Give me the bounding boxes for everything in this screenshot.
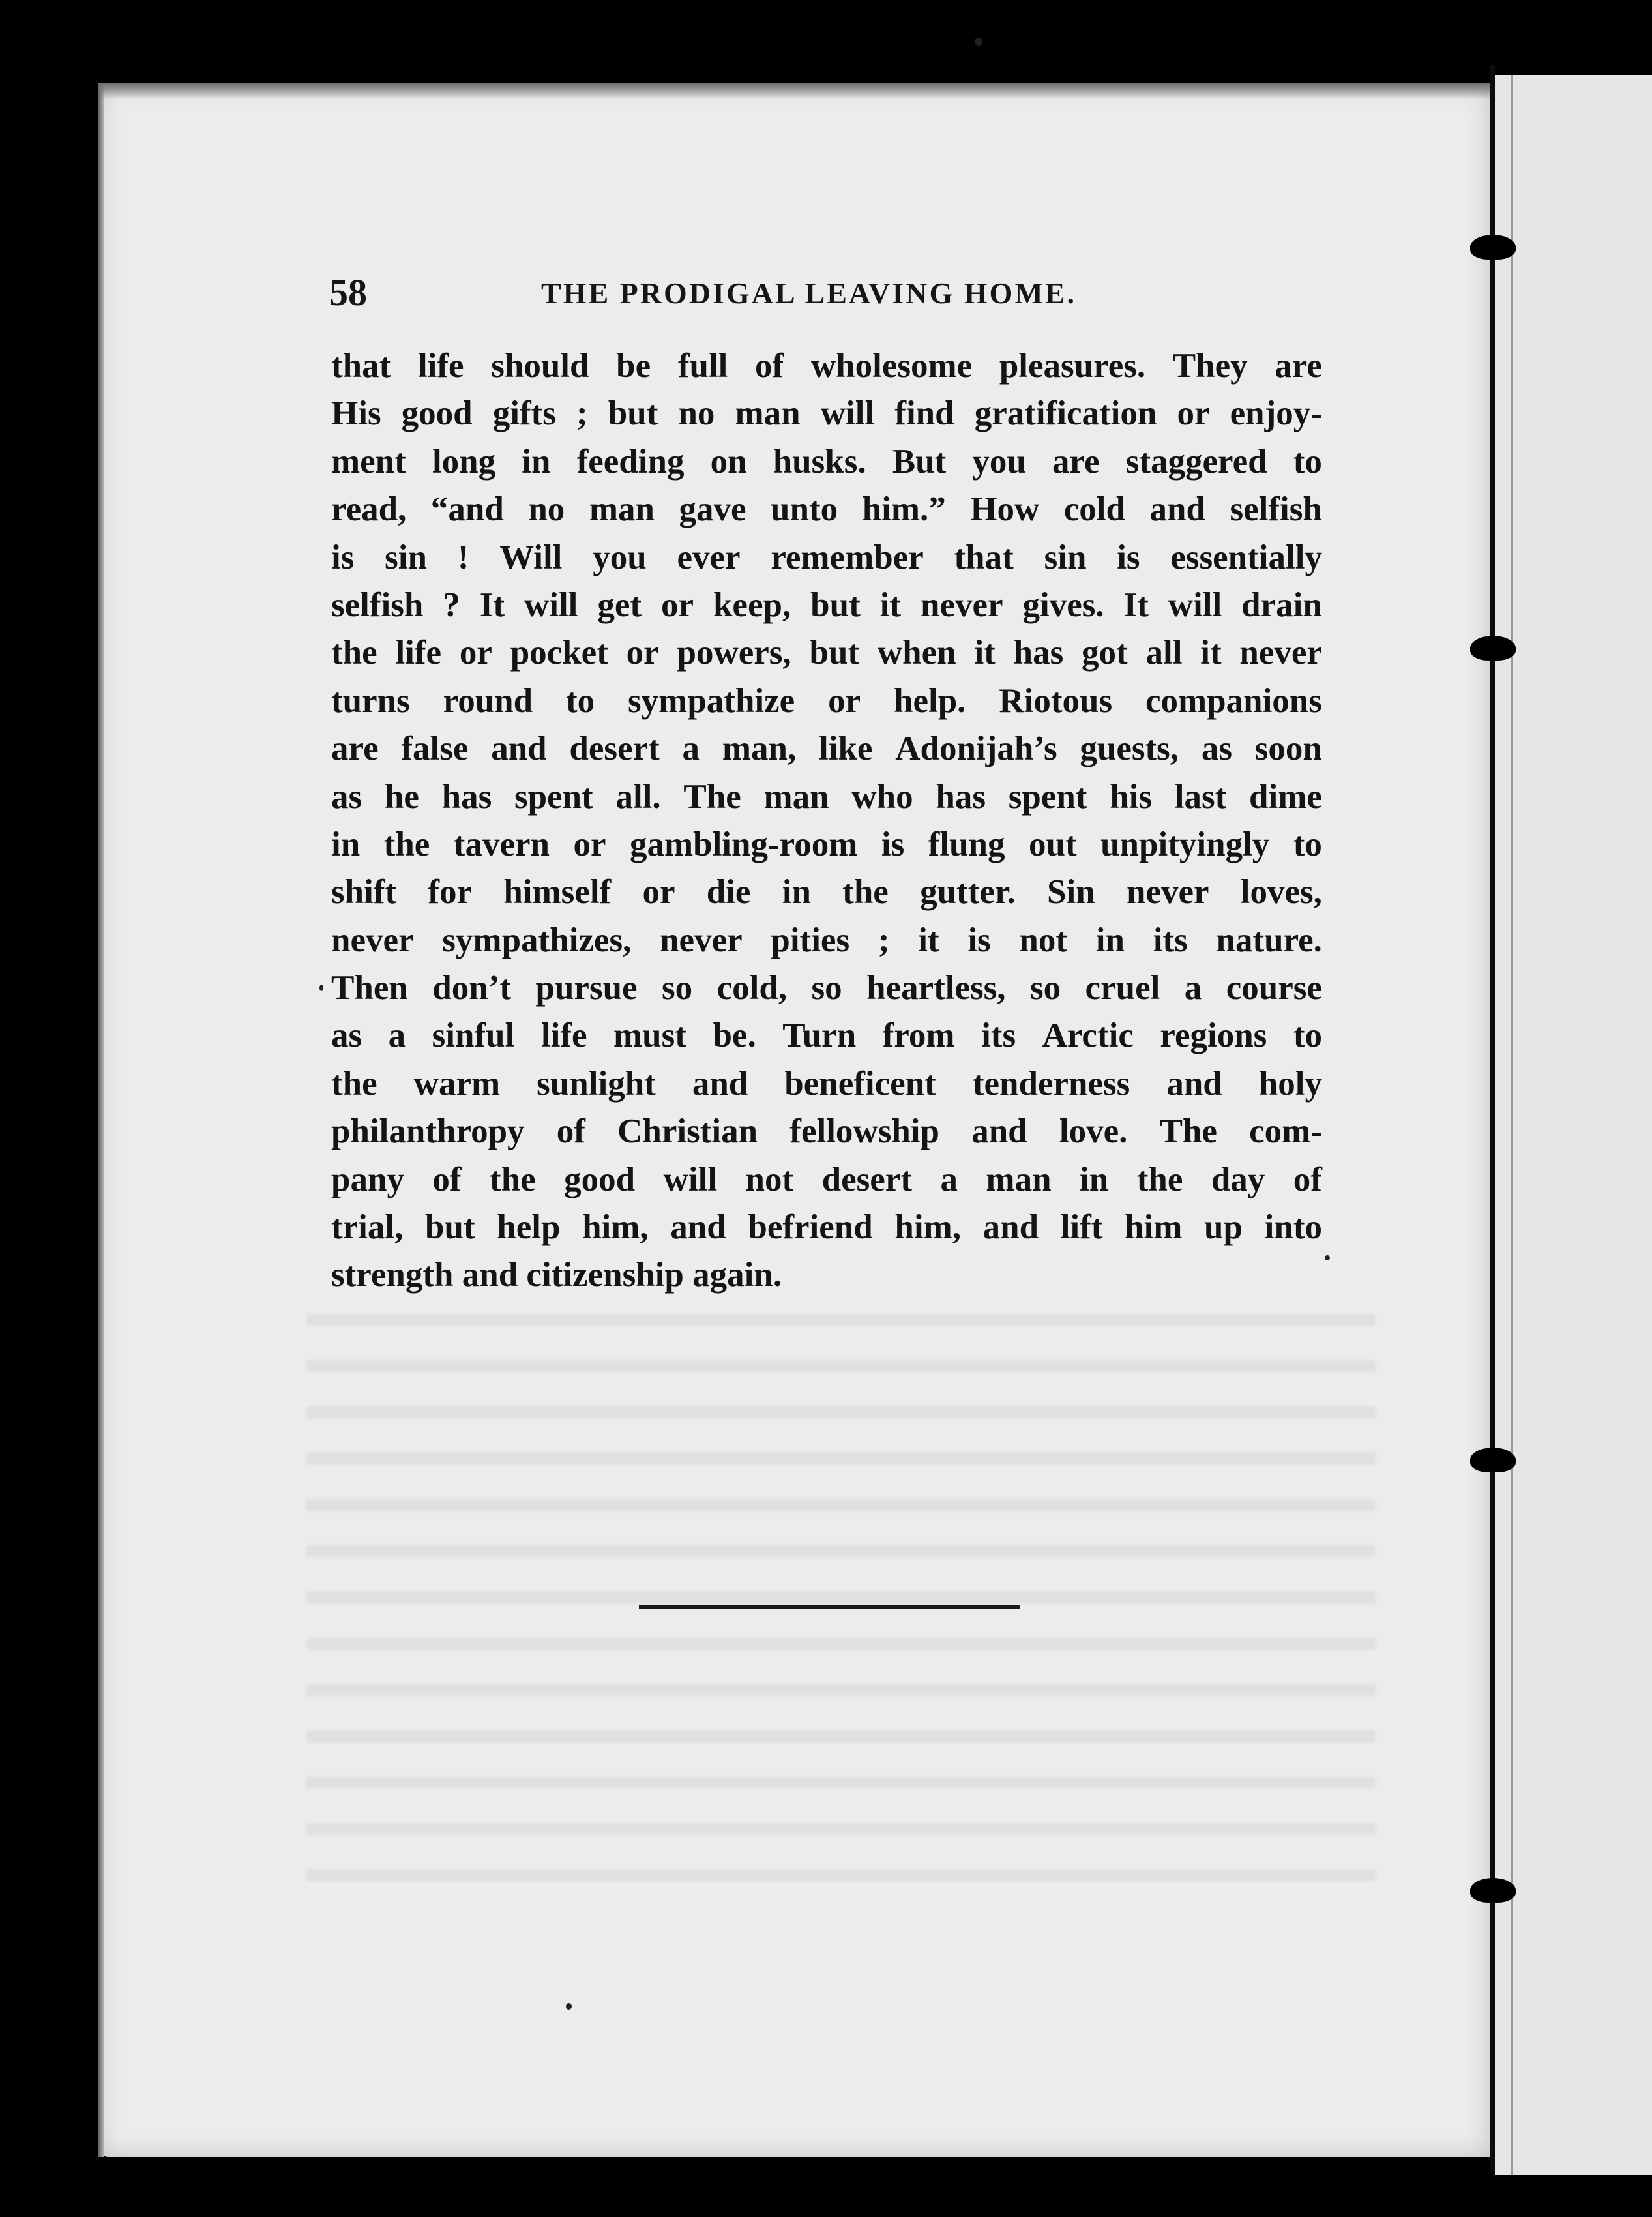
text-line: as he has spent all. The man who has spent his last dime [331,777,1322,816]
text-line: that life should be full of wholesome pleasures. They are [331,347,1322,385]
text-line: never sympathizes, never pities ; it is not in its nature. [331,921,1322,959]
page-number: 58 [329,271,367,314]
text-line: the life or pocket or powers, but when it has got all it never [331,634,1322,672]
text-line: is sin ! Will you ever remember that sin is essentially [331,538,1322,576]
facing-page-sliver [1495,75,1652,2175]
text-line: trial, but help him, and befriend him, and lift him up into [331,1208,1322,1247]
text-line: are false and desert a man, like Adonijah’s guests, as soon [331,730,1322,768]
section-rule [639,1605,1020,1609]
text-line: read, “and no man gave unto him.” How cold and selfish [331,490,1322,529]
text-line: pany of the good will not desert a man in the day of [331,1160,1322,1198]
text-line: the warm sunlight and beneficent tenderness and holy [331,1064,1322,1103]
text-line: His good gifts ; but no man will find gratification or enjoy- [331,394,1322,433]
running-head [329,271,1307,316]
binding-clip-mark [1470,1448,1516,1472]
text-line: ment long in feeding on husks. But you are staggered to [331,442,1322,481]
binding-clip-mark [1470,1878,1516,1903]
text-line: shift for himself or die in the gutter. Sin never loves, [331,873,1322,912]
facing-page-edge [1511,75,1513,2175]
text-line: strength and citizenship again. [331,1256,782,1294]
text-line: Then don’t pursue so cold, so heartless, so cruel a course [331,969,1322,1007]
ink-speck [1325,1255,1330,1260]
body-text [331,342,1322,1300]
text-line: as a sinful life must be. Turn from its Arctic regions to [331,1017,1322,1055]
page-left-edge [98,83,104,2157]
text-line: philanthropy of Christian fellowship and love. The com- [331,1112,1322,1151]
text-line: in the tavern or gambling-room is flung out unpityingly to [331,825,1322,863]
binding-gutter [1490,65,1495,2171]
binding-clip-mark [1470,636,1516,661]
ink-speck [319,985,323,991]
ink-speck [566,2003,572,2010]
ink-speck [975,38,982,46]
text-line: turns round to sympathize or help. Riotous companions [331,681,1322,720]
text-line: selfish ? It will get or keep, but it never gives. It will drain [331,586,1322,624]
binding-clip-mark [1470,235,1516,260]
running-title: THE PRODIGAL LEAVING HOME. [541,276,1076,310]
show-through-text [306,1294,1376,1907]
page-top-shadow [98,83,1490,99]
